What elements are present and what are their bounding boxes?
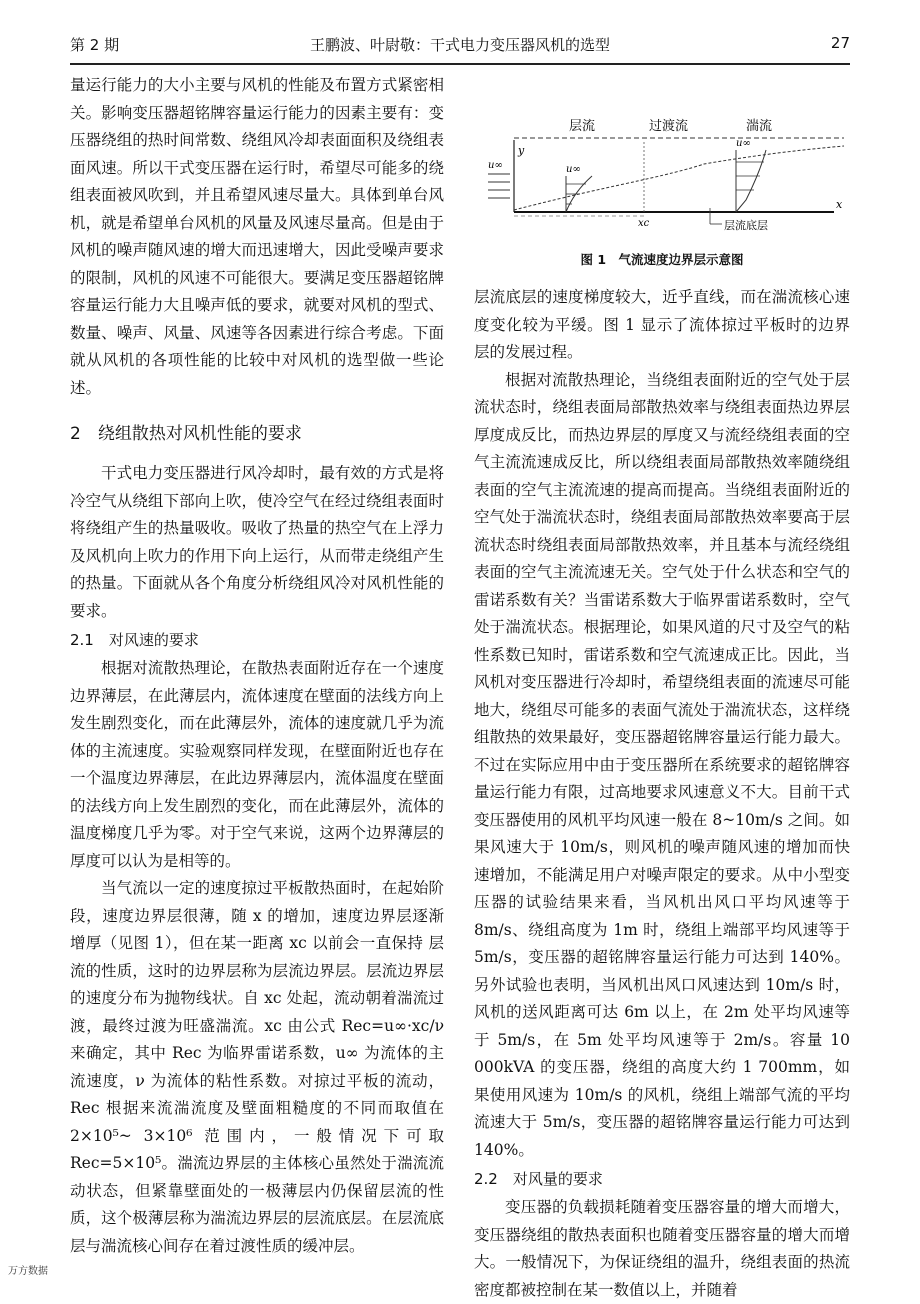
issue-number: 第 2 期 [70, 36, 120, 54]
subsection-2-2-heading: 2.2 对风量的要求 [474, 1170, 603, 1188]
label-u-laminar: u∞ [566, 164, 581, 175]
subsection-2-1-heading: 2.1 对风速的要求 [70, 631, 199, 649]
label-xc: xc [638, 218, 650, 229]
section-2-paragraph: 干式电力变压器进行风冷却时，最有效的方式是将冷空气从绕组下部向上吹，使冷空气在经过绕组表面时将绕组产生的热量吸收。吸收了热量的热空气在上浮力及风机向上吹力的作用下向上运行，从而带走绕组产生的热量。下面就从各个角度分析绕组风冷对风机性能的要求。 [70, 464, 444, 620]
watermark: 万方数据 [8, 1266, 48, 1277]
label-x: x [836, 198, 843, 211]
subsection-2-2-paragraph-1: 变压器的负载损耗随着变压器容量的增大而增大，变压器绕组的散热表面积也随着变压器容量的增大而增大。一般情况下，为保证绕组的温升，绕组表面的热流密度都被控制在某一数值以上，并随着 [474, 1198, 850, 1299]
subsection-2-1-paragraph-2: 当气流以一定的速度掠过平板散热面时，在起始阶段，速度边界层很薄，随 x 的增加，速度边界层逐渐增厚（见图 1），但在某一距离 xc 以前会一直保持 层流的性质，这时的边界层称为层流边界层。层流边界层的速度分布为抛物线状。自 xc 处起，流动朝着湍流过渡，最终过渡为旺盛湍流。xc 由公式 Rec=u∞·xc/ν 来确定，其中 Rec 为临界雷诺系数，u∞ 为流体的主流速度，ν 为流体的粘性系数。对掠过平板的流动，Rec 根据来流湍流度及壁面粗糙度的不同而取值在 2×10⁵~ 3×10⁶ 范围内，一般情况下可取 Rec=5×10⁵。湍流边界层的主体核心虽然处于湍流流动状态，但紧靠壁面处的一极薄层内仍保留层流的性质，这个极薄层称为湍流边界层的层流底层。在层流底层与湍流核心间存在着过渡性质的缓冲层。 [70, 879, 444, 1255]
figure-1 [474, 112, 850, 282]
boundary-layer-diagram [474, 112, 850, 242]
running-title: 王鹏波、叶尉敬：干式电力变压器风机的选型 [309, 36, 610, 54]
section-2-heading: 2 绕组散热对风机性能的要求 [70, 424, 302, 444]
page-number: 27 [830, 34, 850, 52]
label-transition: 过渡流 [649, 119, 689, 134]
header-rule [70, 63, 850, 65]
subsection-2-1-paragraph-1: 根据对流散热理论，在散热表面附近存在一个速度边界薄层，在此薄层内，流体速度在壁面的法线方向上发生剧烈变化，而在此薄层外，流体的速度就几乎为流体的主流速度。实验观察同样发现，在壁面附近也存在一个温度边界薄层，在此边界薄层内，流体温度在壁面的法线方向上发生剧烈的变化，而在此薄层外，流体的温度梯度几乎为零。对于空气来说，这两个边界薄层的厚度可以认为是相等的。 [70, 659, 444, 870]
boundary-layer-edge [514, 146, 844, 210]
turbulent-profile-curve [736, 150, 766, 212]
label-turbulent: 湍流 [746, 119, 773, 134]
label-laminar: 层流 [569, 119, 596, 134]
label-sublayer: 层流底层 [724, 219, 768, 232]
right-column [474, 284, 850, 1304]
right-paragraph-1: 层流底层的速度梯度较大，近乎直线，而在湍流核心速度变化较为平缓。图 1 显示了流体掠过平板时的边界层的发展过程。 [474, 288, 850, 361]
left-column [70, 72, 444, 1260]
figure-caption: 图 1 气流速度边界层示意图 [580, 252, 744, 267]
right-paragraph-2: 根据对流散热理论，当绕组表面附近的空气处于层流状态时，绕组表面局部散热效率与绕组表面热边界层厚度成反比，而热边界层的厚度又与流经绕组表面的空气主流流速成反比，所以绕组表面局部散热效率随绕组表面的空气主流流速的提高而提高。当绕组表面附近的空气处于湍流状态时，绕组表面局部散热效率要高于层流状态时绕组表面局部散热效率，并且基本与流经绕组表面的空气主流流速无关。空气处于什么状态和空气的雷诺系数有关？当雷诺系数大于临界雷诺系数时，空气处于湍流状态。根据理论，如果风道的尺寸及空气的粘性系数已知时，雷诺系数和空气流速成正比。因此，当风机对变压器进行冷却时，希望绕组表面的流速尽可能地大，绕组尽可能多的表面气流处于湍流状态，这样绕组散热的效果最好，变压器超铭牌容量运行能力最大。不过在实际应用中由于变压器所在系统要求的超铭牌容量运行能力有限，过高地要求风速意义不大。目前干式变压器使用的风机平均风速一般在 8~10m/s 之间。如果风速大于 10m/s，则风机的噪声随风速的增加而快速增加，不能满足用户对噪声限定的要求。从中小型变压器的试验结果来看，当风机出风口平均风速等于 8m/s、绕组高度为 1m 时，绕组上端部平均风速等于 5m/s，变压器的超铭牌容量运行能力可达到 140%。另外试验也表明，当风机出风口风速达到 10m/s 时，风机的送风距离可达 6m 以上，在 2m 处平均风速等于 5m/s，在 5m 处平均风速等于 2m/s。容量 10 000kVA 的变压器，绕组的高度大约 1 700mm，如果使用风速为 10m/s 的风机，绕组上端部气流的平均流速大于 5m/s，变压器的超铭牌容量运行能力可达到 140%。 [474, 370, 850, 1159]
page-header [70, 34, 850, 56]
intro-paragraph: 量运行能力的大小主要与风机的性能及布置方式紧密相关。影响变压器超铭牌容量运行能力的因素主要有：变压器绕组的热时间常数、绕组风冷却表面面积及绕组表面风速。所以干式变压器在运行时，希望尽可能多的绕组表面被风吹到，并且希望风速尽量大。具体到单台风机，就是希望单台风机的风量及风速尽量高。但是由于风机的噪声随风速的增大而迅速增大，因此受噪声要求的限制，风机的风速不可能很大。要满足变压器超铭牌容量运行能力大且噪声低的要求，就要对风机的型式、数量、噪声、风量、风速等各因素进行综合考虑。下面就从风机的各项性能的比较中对风机的选型做一些论述。 [70, 76, 444, 397]
label-y: y [518, 144, 525, 157]
label-u-turbulent: u∞ [736, 138, 751, 149]
label-u-inflow: u∞ [488, 160, 503, 171]
